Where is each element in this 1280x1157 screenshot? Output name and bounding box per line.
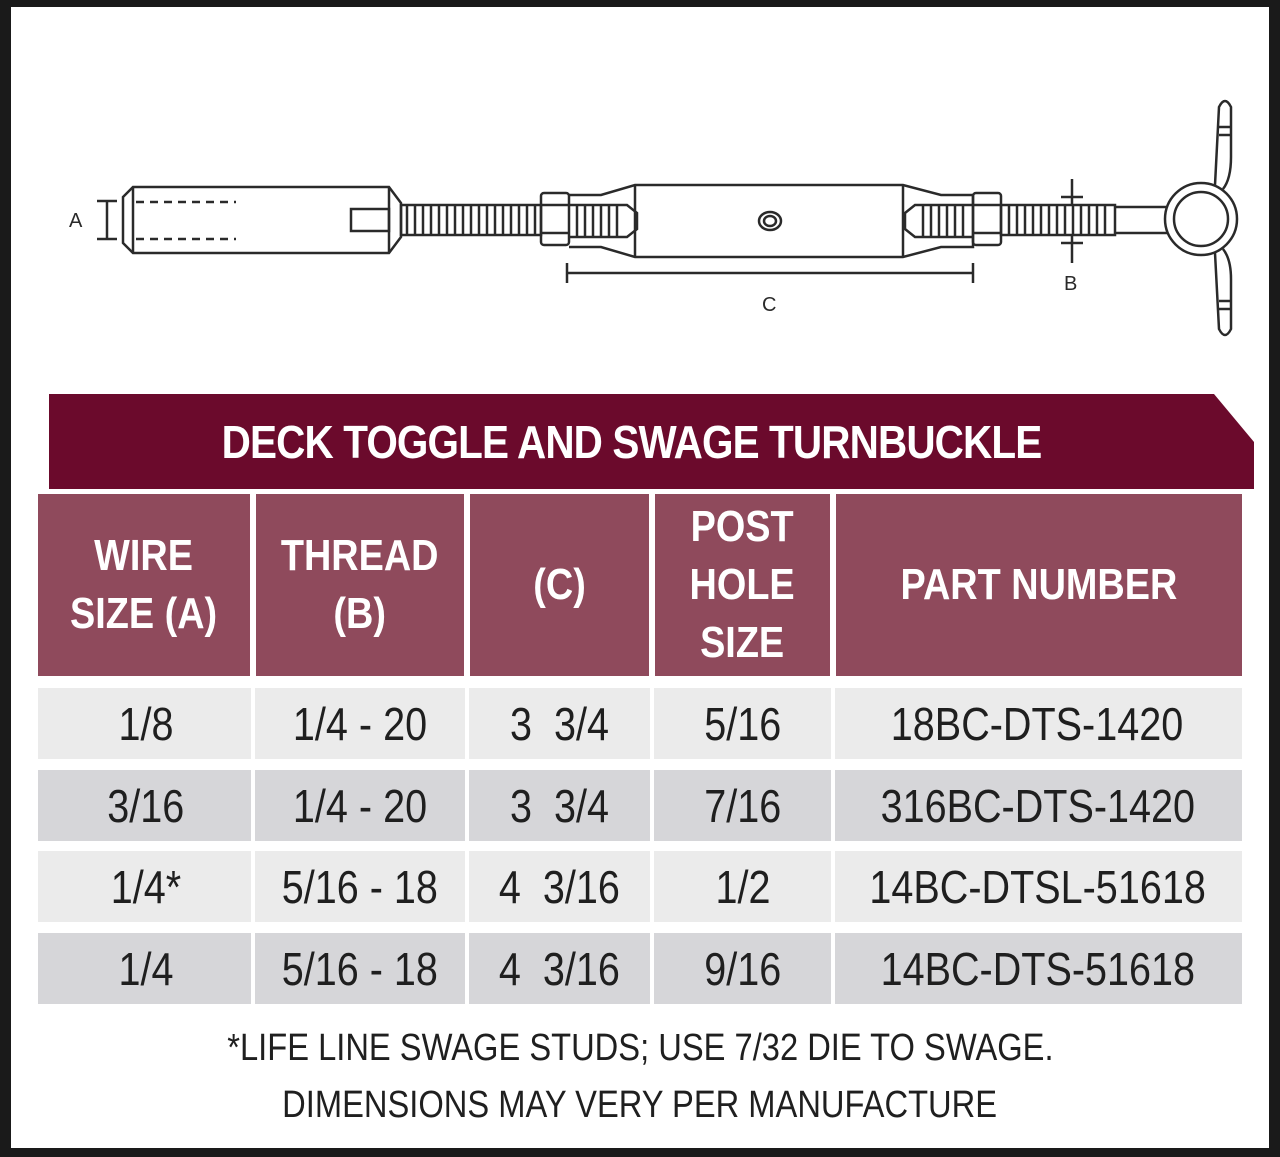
cell-wire-size: 1/4* [110,860,181,913]
cell-part-number: 14BC-DTSL-51618 [869,860,1206,913]
column-divider [650,688,654,1004]
cell-post-hole-size: 9/16 [704,942,781,995]
cell-part-number: 316BC-DTS-1420 [880,779,1195,832]
spec-table [38,494,1242,676]
table-row [38,770,1242,841]
cell-post-hole-size: 1/2 [714,860,770,913]
cell-post-hole-size: 7/16 [704,779,781,832]
cell-c: 3 3/4 [510,779,609,832]
cell-wire-size: 3/16 [107,779,184,832]
footnote-line-1: *LIFE LINE SWAGE STUDS; USE 7/32 DIE TO SWAGE. [226,1027,1054,1069]
swage-sleeve [123,187,401,253]
cell-wire-size: 1/8 [117,697,173,750]
header-thread: THREAD (B) [256,494,464,676]
footnote-line-2: DIMENSIONS MAY VERY PER MANUFACTURE [282,1084,998,1126]
cell-part-number: 18BC-DTS-1420 [891,697,1184,750]
dimension-c-marker [567,263,973,283]
cell-thread: 5/16 - 18 [281,942,439,995]
column-divider [251,688,255,1004]
dimension-a-marker [97,201,117,239]
table-header-row [38,494,1242,676]
page-title: DECK TOGGLE AND SWAGE TURNBUCKLE [221,415,1042,468]
turnbuckle-body [569,185,973,257]
cell-thread: 1/4 - 20 [292,697,428,750]
turnbuckle-drawing [11,7,1280,387]
cell-c: 4 3/16 [499,942,620,995]
left-threaded-stud [401,205,541,235]
cell-thread: 5/16 - 18 [281,860,439,913]
column-divider [831,688,835,1004]
header-part-number: PART NUMBER [836,494,1242,676]
header-post-hole-size: POST HOLE SIZE [655,494,830,676]
table-row [38,688,1242,759]
right-internal-thread [905,205,973,237]
right-jam-nut [973,193,1001,245]
deck-toggle [1165,101,1237,335]
left-jam-nut [541,193,569,245]
table-row [38,933,1242,1004]
dimension-a-label: A [69,210,83,232]
header-c: (C) [470,494,649,676]
cell-post-hole-size: 5/16 [704,697,781,750]
table-row [38,851,1242,922]
right-threaded-stud [1001,205,1167,235]
cell-c: 3 3/4 [510,697,609,750]
title-band [49,394,1254,489]
column-divider [465,688,469,1004]
cell-thread: 1/4 - 20 [292,779,428,832]
cell-wire-size: 1/4 [117,942,173,995]
cell-part-number: 14BC-DTS-51618 [880,942,1195,995]
dimension-c-label: C [762,294,777,316]
cell-c: 4 3/16 [499,860,620,913]
header-wire-size: WIRE SIZE (A) [38,494,250,676]
left-internal-thread [569,205,637,237]
dimension-b-label: B [1064,273,1078,295]
